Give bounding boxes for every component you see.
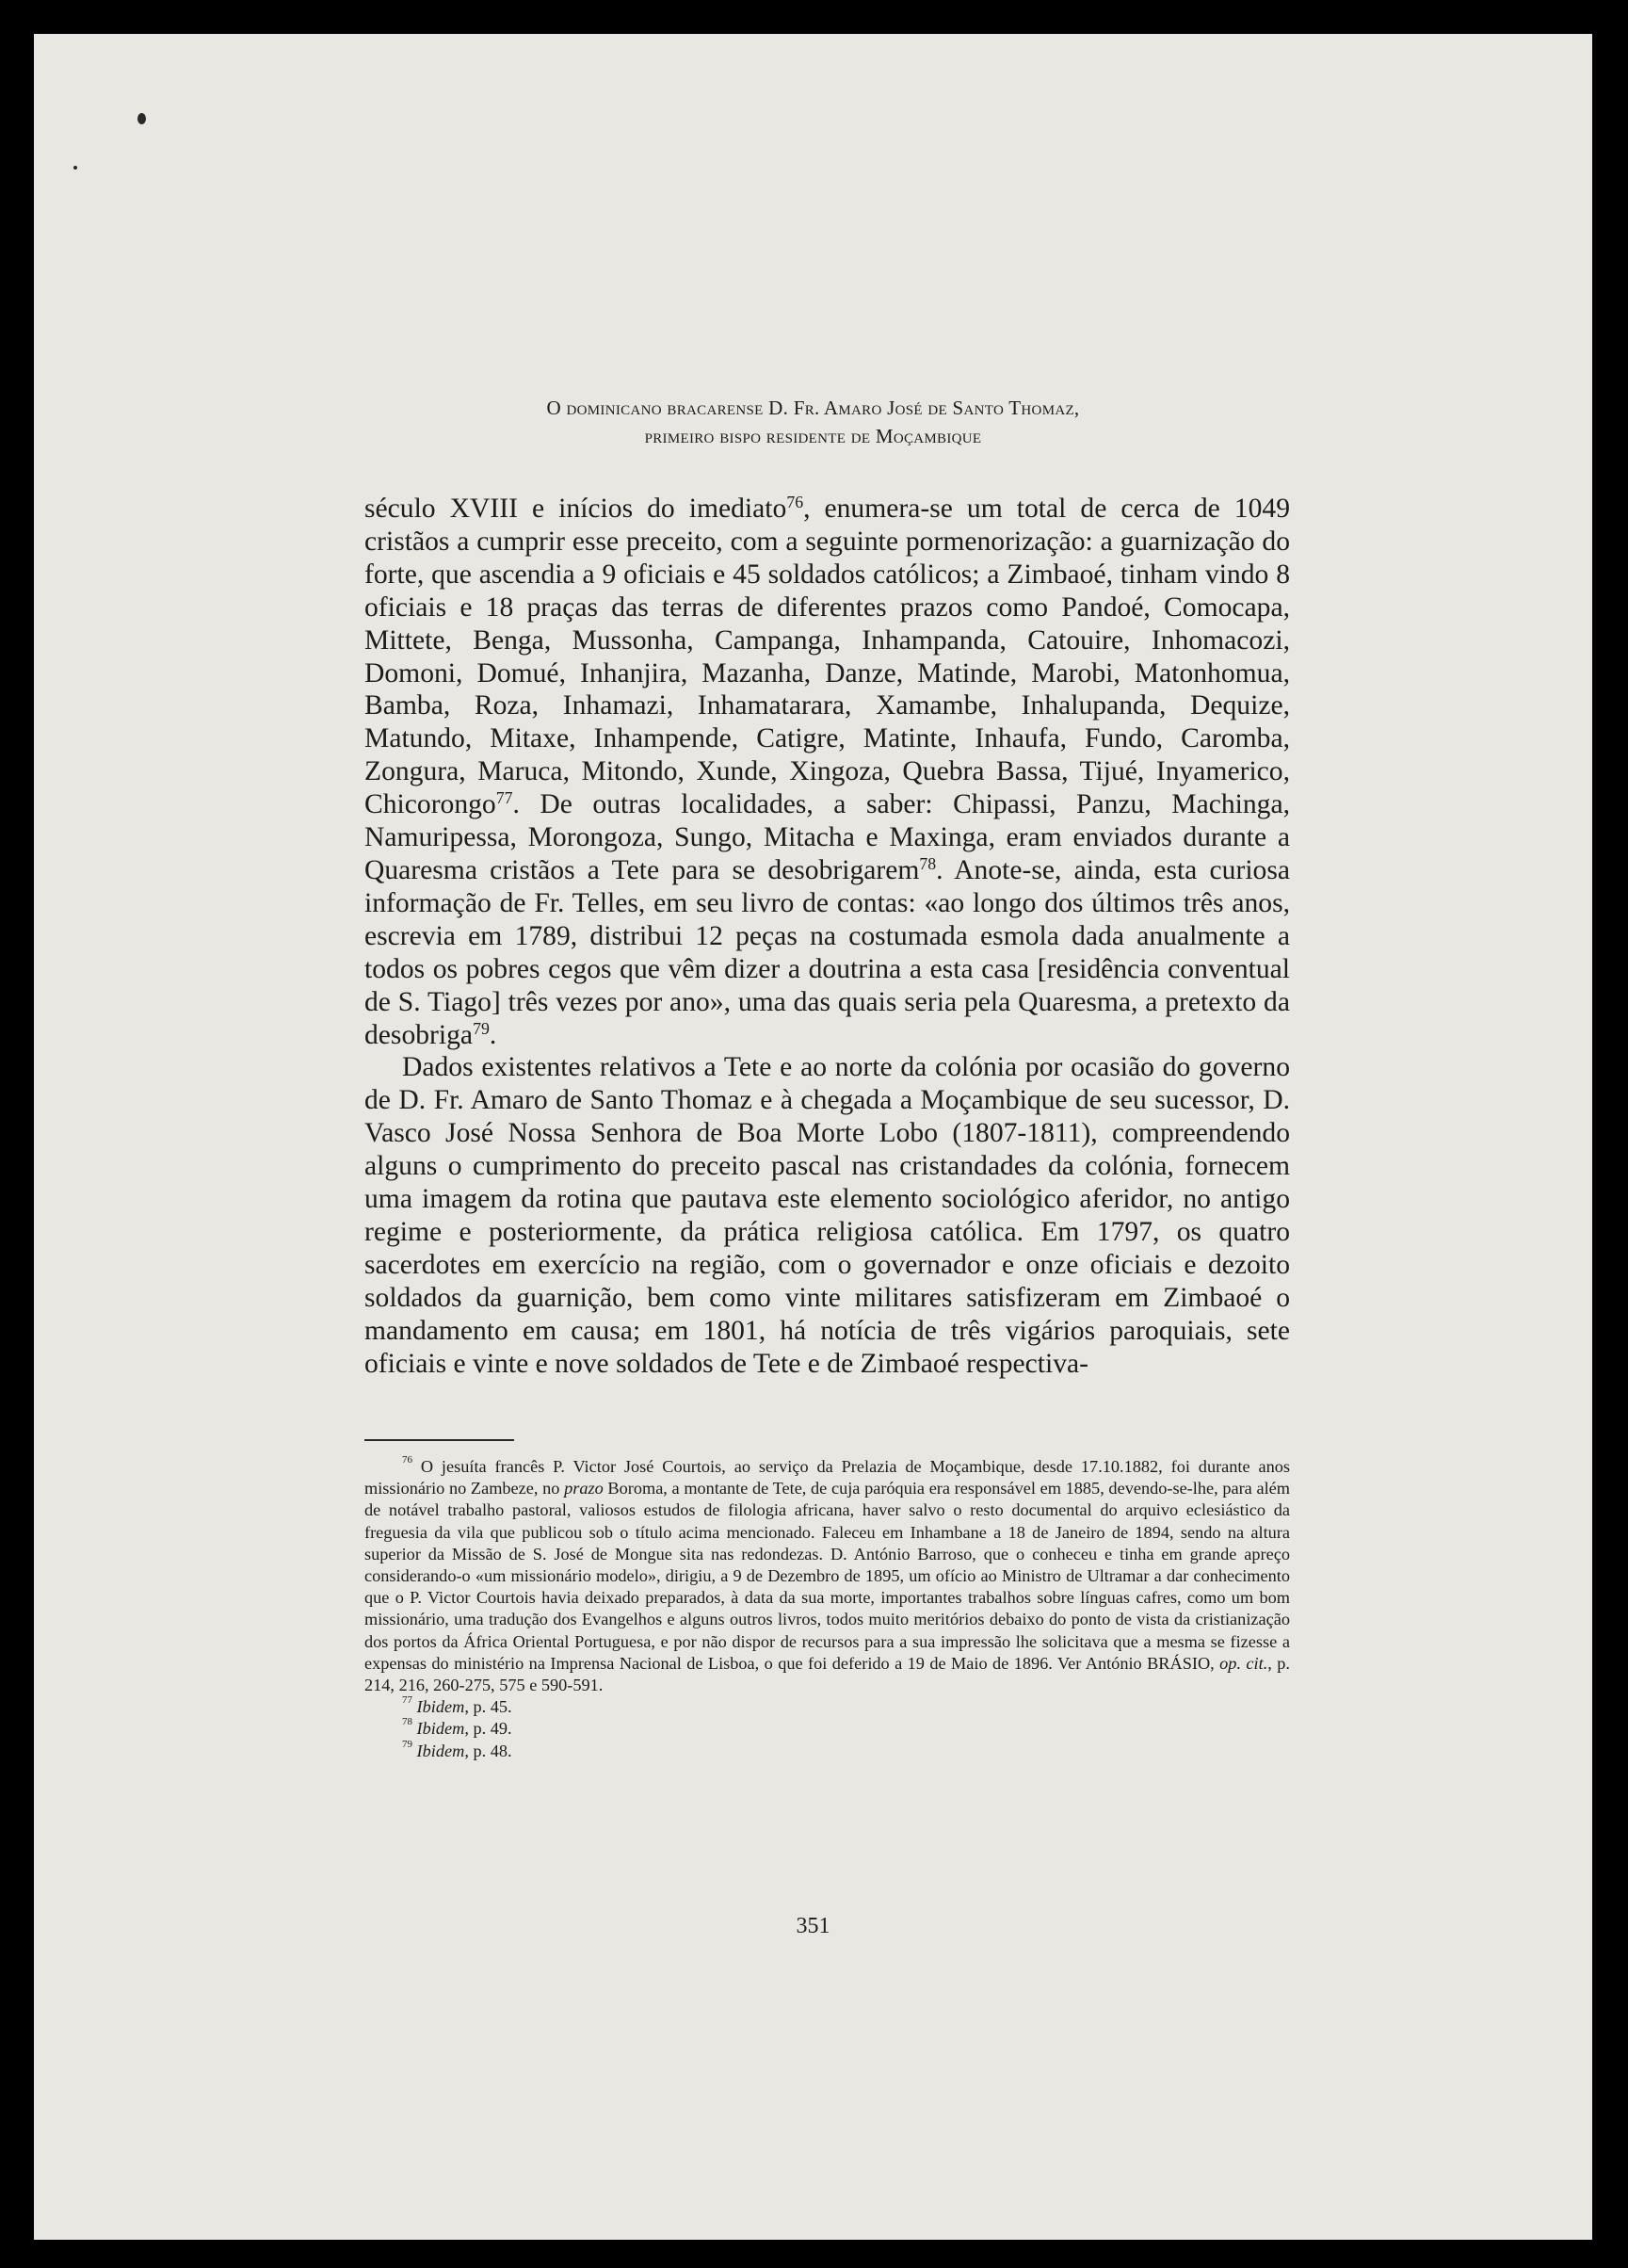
footnote-separator: [364, 1439, 514, 1441]
running-header: [34, 394, 1592, 450]
paragraph-1-text-d: . Anote-se, ainda, esta curiosa informação de Fr. Telles, em seu livro de contas: «ao longo dos últimos três anos, escrevia em 1789, distribui 12 peças na costumada esmola dada anualmente a todos os pobres cegos que vêm dizer a doutrina a esta casa [residência conventual de S. Tiago] três vezes por ano», uma das quais seria pela Quaresma, a pretexto da desobriga: [364, 854, 1290, 1050]
footnote-77-ibidem: Ibidem: [416, 1697, 465, 1717]
footnote-76-text-a: O jesuíta francês P. Victor José Courtois, ao serviço da Prelazia de Moçambique, desde 17.10.1882, foi durante anos missionário no Zambeze, no: [364, 1457, 1291, 1498]
paragraph-1: [364, 493, 1290, 1051]
footnote-78: [364, 1718, 1290, 1740]
footnote-79-ibidem: Ibidem: [416, 1741, 465, 1760]
footnote-76-italic-prazo: prazo: [564, 1479, 604, 1498]
footnote-76-italic-opcit: op. cit.: [1219, 1653, 1268, 1673]
footnote-number: 77: [402, 1694, 412, 1707]
page-number: 351: [796, 1914, 830, 1938]
body-text: [364, 493, 1290, 1380]
footnote-76-text-c: , p. 214, 216, 260-275, 575 e 590-591.: [364, 1653, 1290, 1695]
paragraph-1-text-a: século XVIII e inícios do imediato: [364, 494, 787, 524]
footnote-ref-78: 78: [919, 853, 937, 873]
paragraph-1-text-c: . De outras localidades, a saber: Chipassi, Panzu, Machinga, Namuripessa, Morongoza, Sungo, Mitacha e Maxinga, eram enviados durante a Quaresma cristãos a Tete para se desobrigarem: [364, 789, 1290, 885]
footnote-number: 79: [402, 1738, 412, 1750]
footnote-number: 78: [402, 1716, 412, 1728]
footnote-76-text-b: Boroma, a montante de Tete, de cuja paróquia era responsável em 1885, devendo-se-lhe, para além de notável trabalho pastoral, valiosos estudos de filologia africana, haver salvo o resto documental do arquivo eclesiástico da freguesia da vila que publicou sob o título acima mencionado. Faleceu em Inhambane a 18 de Janeiro de 1894, sendo na altura superior da Missão de S. José de Mongue sita nas redondezas. D. António Barroso, que o conheceu e tinha em grande apreço considerando-o «um missionário modelo», dirigiu, a 9 de Dezembro de 1895, um ofício ao Ministro de Ultramar a dar conhecimento que o P. Victor Courtois havia deixado preparados, à data da sua morte, importantes trabalhos sobre línguas cafres, como um bom missionário, uma tradução dos Evangelhos e alguns outros livros, todos muito meritórios debaixo do ponto de vista da cristianização dos portos da África Oriental Portuguesa, e por não dispor de recursos para a sua impressão lhe solicitava que a mesma se fizesse a expensas do ministério na Imprensa Nacional de Lisboa, o que foi deferido a 19 de Maio de 1896. Ver António BRÁSIO,: [364, 1479, 1290, 1673]
running-header-line-1: O dominicano bracarense D. Fr. Amaro José de Santo Thomaz,: [546, 397, 1080, 419]
footnote-78-pages: , p. 49.: [464, 1719, 512, 1739]
ink-speck: [73, 166, 77, 170]
footnote-ref-79: 79: [473, 1018, 490, 1038]
footnote-76: [364, 1456, 1290, 1696]
footnote-ref-77: 77: [495, 788, 513, 808]
footnotes: [364, 1456, 1290, 1762]
footnote-79-pages: , p. 48.: [464, 1741, 512, 1760]
footnote-79: [364, 1738, 1290, 1762]
paragraph-1-text-e: .: [489, 1019, 497, 1050]
ink-speck: [137, 113, 146, 124]
footnote-77: [364, 1696, 1290, 1718]
paragraph-1-text-b: , enumera-se um total de cerca de 1049 cristãos a cumprir esse preceito, com a seguinte pormenorização: a guarnização do forte, que ascendia a 9 oficiais e 45 soldados católicos; a Zimbaoé, tinham vindo 8 oficiais e 18 praças das terras de diferentes prazos como Pandoé, Comocapa, Mittete, Benga, Mussonha, Campanga, Inhampanda, Catouire, Inhomacozi, Domoni, Domué, Inhanjira, Mazanha, Danze, Matinde, Marobi, Matonhomua, Bamba, Roza, Inhamazi, Inhamatarara, Xamambe, Inhalupanda, Dequize, Matundo, Mitaxe, Inhampende, Catigre, Matinte, Inhaufa, Fundo, Caromba, Zongura, Maruca, Mitondo, Xunde, Xingoza, Quebra Bassa, Tijué, Inyamerico, Chicorongo: [364, 494, 1290, 820]
footnote-77-pages: , p. 45.: [464, 1697, 512, 1717]
footnote-ref-76: 76: [786, 493, 804, 511]
running-header-line-2: primeiro bispo residente de Moçambique: [644, 425, 982, 447]
footnote-78-ibidem: Ibidem: [416, 1719, 465, 1739]
paragraph-2: Dados existentes relativos a Tete e ao norte da colónia por ocasião do governo de D. Fr. Amaro de Santo Thomaz e à chegada a Moçambique de seu sucessor, D. Vasco José Nossa Senhora de Boa Morte Lobo (1807-1811), compreendendo alguns o cumprimento do preceito pascal nas cristandades da colónia, fornecem uma imagem da rotina que pautava este elemento sociológico aferidor, no antigo regime e posteriormente, da prática religiosa católica. Em 1797, os quatro sacerdotes em exercício na região, com o governador e onze oficiais e dezoito soldados da guarnição, bem como vinte militares satisfizeram em Zimbaoé o mandamento em causa; em 1801, há notícia de três vigários paroquiais, sete oficiais e vinte e nove soldados de Tete e de Zimbaoé respectiva-: [364, 1052, 1290, 1379]
footnote-number: 76: [402, 1454, 412, 1466]
page: [34, 34, 1592, 2240]
